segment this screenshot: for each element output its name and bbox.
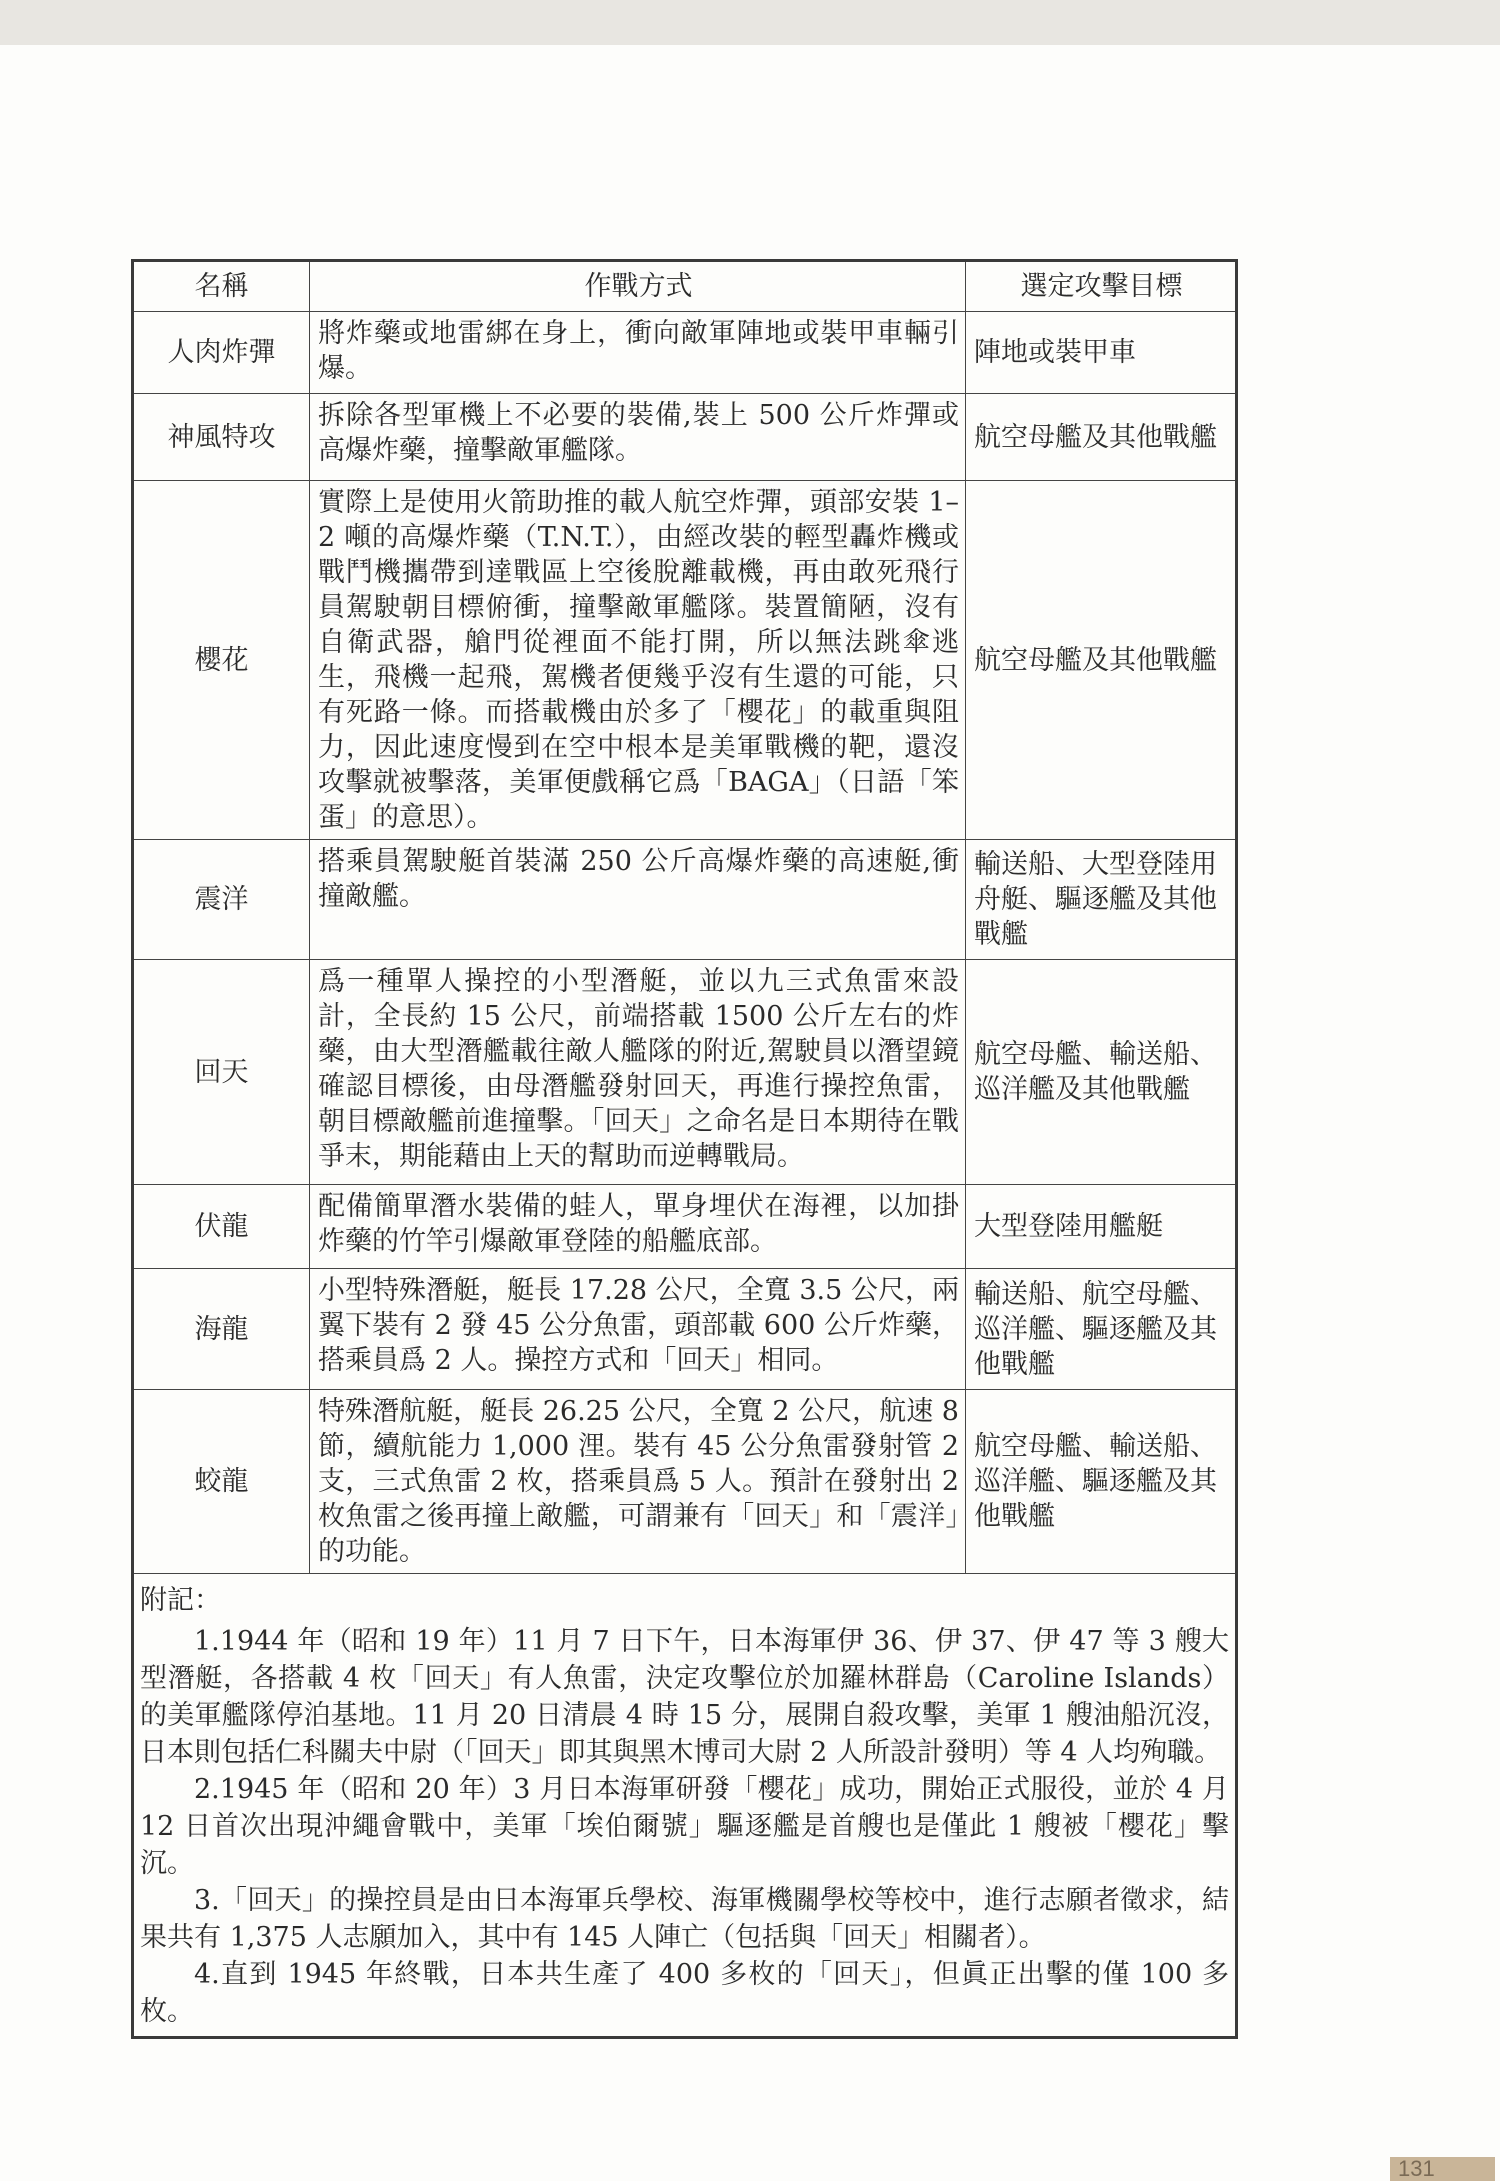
table-row	[134, 1185, 1235, 1269]
target-cell: 輸送船、航空母艦、巡洋艦、驅逐艦及其他戰艦	[974, 1278, 1217, 1380]
header-name: 名稱	[134, 262, 310, 311]
method-cell: 搭乘員駕駛艇首裝滿 250 公斤高爆炸藥的高速艇,衝撞敵艦。	[310, 840, 966, 959]
name-cell: 神風特攻	[134, 394, 310, 480]
table-row	[134, 394, 1235, 481]
note-item: 3.「回天」的操控員是由日本海軍兵學校、海軍機關學校等校中，進行志願者徵求，結果共有 1,375 人志願加入，其中有 145 人陣亡（包括與「回天」相關者）。	[140, 1885, 1229, 1953]
method-cell: 將炸藥或地雷綁在身上，衝向敵軍陣地或裝甲車輛引爆。	[310, 312, 966, 393]
method-cell: 爲一種單人操控的小型潛艇，並以九三式魚雷來設計，全長約 15 公尺，前端搭載 1500 公斤左右的炸藥，由大型潛艦載往敵人艦隊的附近,駕駛員以潛望鏡確認目標後，由母潛艦發射回天，再進行操控魚雷，朝目標敵艦前進撞擊。「回天」之命名是日本期待在戰爭末，期能藉由上天的幫助而逆轉戰局。	[310, 960, 966, 1184]
table-row	[134, 840, 1235, 960]
scan-top-band	[0, 0, 1500, 45]
page-content	[0, 259, 1500, 2181]
notes-title: 附記：	[140, 1585, 221, 1616]
table-row	[134, 481, 1235, 840]
target-cell: 航空母艦、輸送船、巡洋艦及其他戰艦	[974, 1039, 1217, 1105]
name-cell: 蛟龍	[134, 1390, 310, 1573]
name-cell: 人肉炸彈	[134, 312, 310, 393]
target-cell: 航空母艦及其他戰艦	[974, 421, 1217, 453]
target-cell: 航空母艦、輸送船、巡洋艦、驅逐艦及其他戰艦	[974, 1431, 1217, 1532]
name-cell: 震洋	[134, 840, 310, 959]
header-target: 選定攻擊目標	[1020, 271, 1183, 302]
target-cell: 大型登陸用艦艇	[974, 1211, 1163, 1242]
method-cell: 配備簡單潛水裝備的蛙人，單身埋伏在海裡，以加掛炸藥的竹竿引爆敵軍登陸的船艦底部。	[310, 1185, 966, 1268]
table-header-row	[134, 262, 1235, 312]
name-cell: 回天	[134, 960, 310, 1184]
table-row	[134, 1269, 1235, 1390]
target-cell: 輸送船、大型登陸用舟艇、驅逐艦及其他戰艦	[974, 849, 1217, 950]
note-item: 1.1944 年（昭和 19 年）11 月 7 日下午，日本海軍伊 36、伊 37、伊 47 等 3 艘大型潛艇，各搭載 4 枚「回天」有人魚雷，決定攻擊位於加羅林群島（Caroline Islands）的美軍艦隊停泊基地。11 月 20 日清晨 4 時 15 分，展開自殺攻擊，美軍 1 艘油船沉沒，日本則包括仁科關夫中尉（「回天」即其與黑木博司大尉 2 人所設計發明）等 4 人均殉職。	[140, 1626, 1229, 1768]
name-cell: 伏龍	[134, 1185, 310, 1268]
notes-section	[134, 1574, 1235, 2036]
name-cell: 海龍	[134, 1269, 310, 1389]
table-row	[134, 960, 1235, 1185]
method-cell: 特殊潛航艇，艇長 26.25 公尺，全寬 2 公尺，航速 8 節，續航能力 1,000 浬。裝有 45 公分魚雷發射管 2 支，三式魚雷 2 枚，搭乘員爲 5 人。預計在發射出 2 枚魚雷之後再撞上敵艦，可謂兼有「回天」和「震洋」的功能。	[310, 1390, 966, 1573]
page-number: 131	[1390, 2157, 1495, 2181]
note-item: 2.1945 年（昭和 20 年）3 月日本海軍研發「櫻花」成功，開始正式服役，並於 4 月 12 日首次出現沖繩會戰中，美軍「埃伯爾號」驅逐艦是首艘也是僅此 1 艘被「櫻花」擊沉。	[140, 1774, 1229, 1879]
kamikaze-weapons-table	[131, 259, 1238, 2039]
table-row	[134, 312, 1235, 394]
table-body	[134, 312, 1235, 1574]
name-cell: 櫻花	[134, 481, 310, 839]
target-cell: 航空母艦及其他戰艦	[974, 644, 1217, 676]
method-cell: 拆除各型軍機上不必要的裝備,裝上 500 公斤炸彈或高爆炸藥，撞擊敵軍艦隊。	[310, 394, 966, 480]
method-cell: 實際上是使用火箭助推的載人航空炸彈，頭部安裝 1–2 噸的高爆炸藥（T.N.T.），由經改裝的輕型轟炸機或戰鬥機攜帶到達戰區上空後脫離載機，再由敢死飛行員駕駛朝目標俯衝，撞擊敵軍艦隊。裝置簡陋，沒有自衛武器，艙門從裡面不能打開，所以無法跳傘逃生，飛機一起飛，駕機者便幾乎沒有生還的可能，只有死路一條。而搭載機由於多了「櫻花」的載重與阻力，因此速度慢到在空中根本是美軍戰機的靶，還沒攻擊就被擊落，美軍便戲稱它爲「BAGA」（日語「笨蛋」的意思）。	[310, 481, 966, 839]
method-cell: 小型特殊潛艇，艇長 17.28 公尺，全寬 3.5 公尺，兩翼下裝有 2 發 45 公分魚雷，頭部載 600 公斤炸藥，搭乘員爲 2 人。操控方式和「回天」相同。	[310, 1269, 966, 1389]
target-cell: 陣地或裝甲車	[974, 337, 1136, 368]
table-row	[134, 1390, 1235, 1574]
header-method: 作戰方式	[310, 262, 966, 311]
note-item: 4.直到 1945 年終戰，日本共生產了 400 多枚的「回天」，但眞正出擊的僅 100 多枚。	[140, 1959, 1229, 2027]
